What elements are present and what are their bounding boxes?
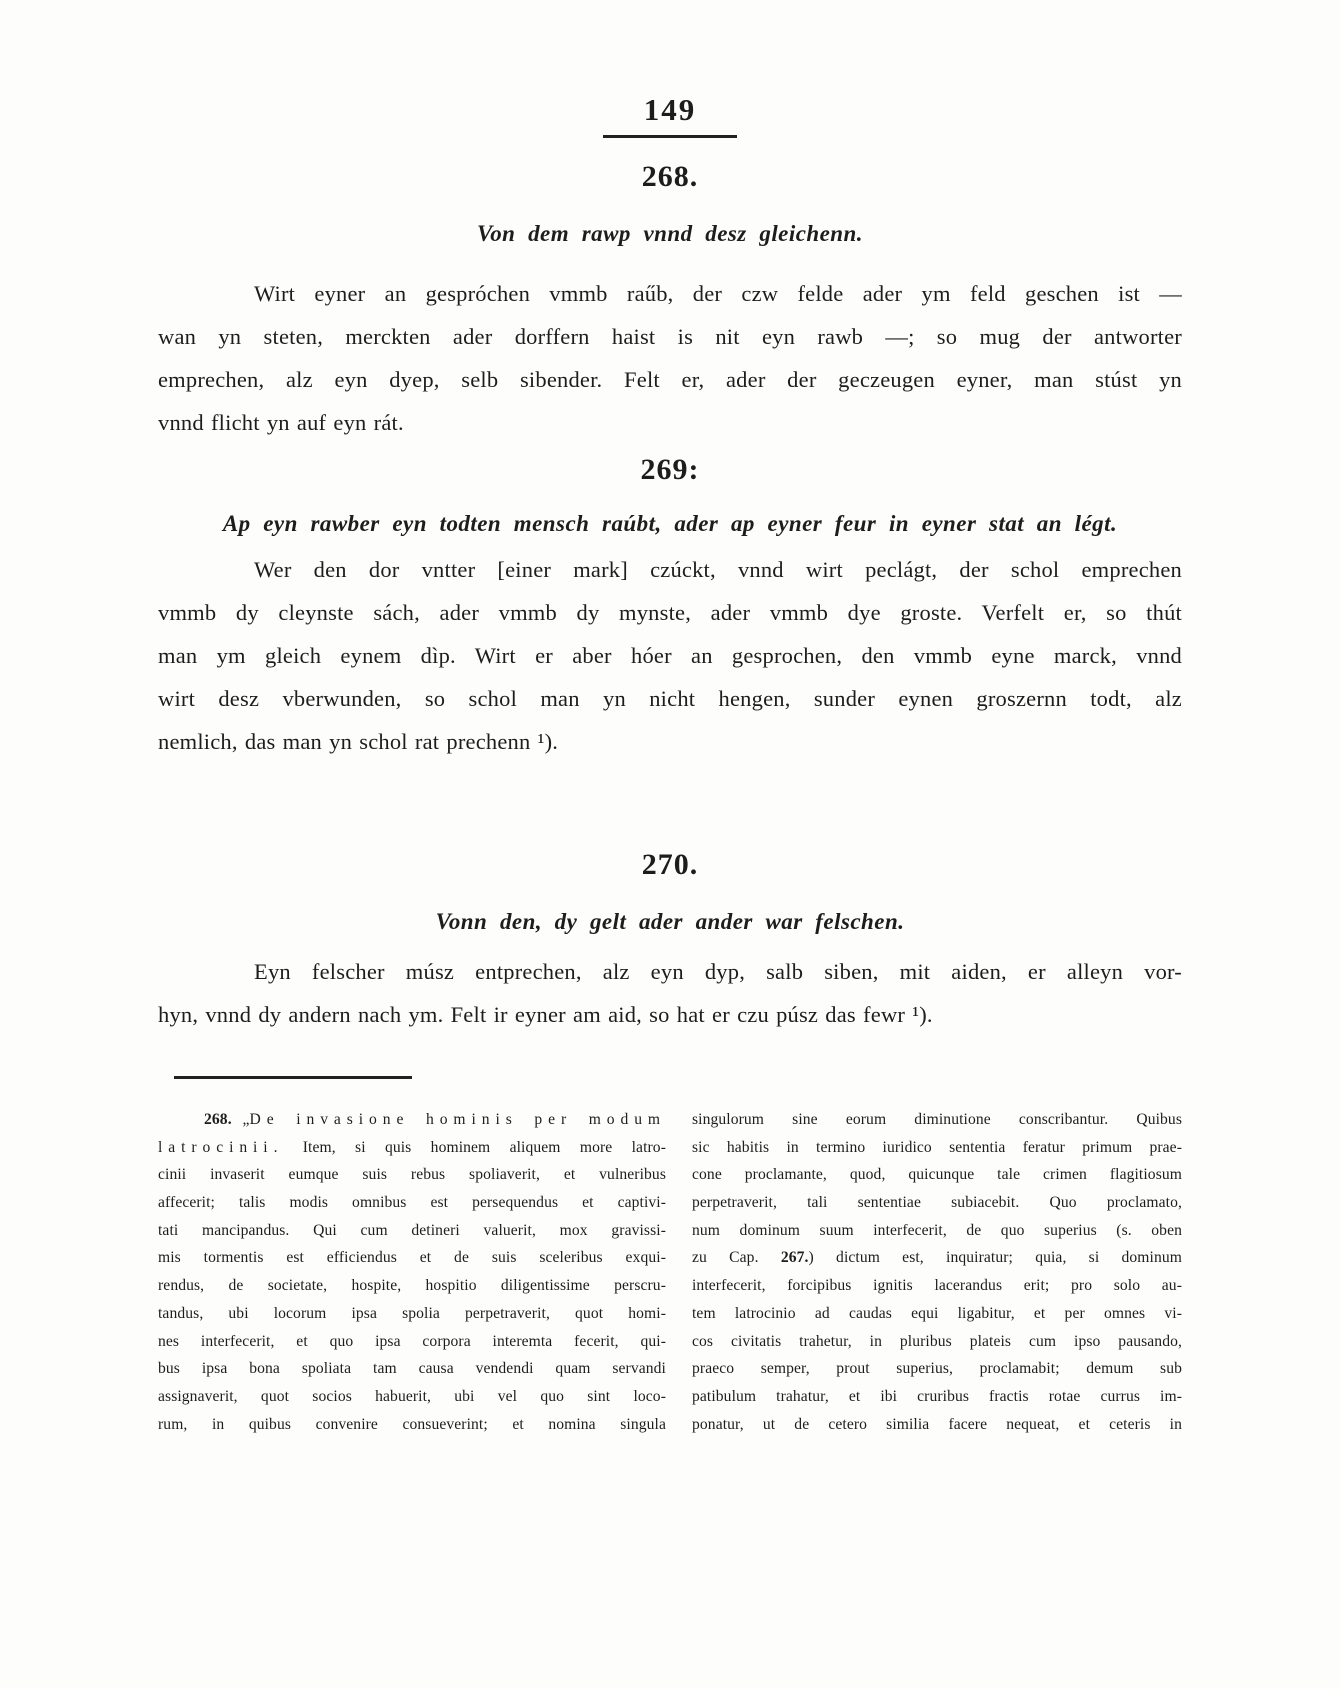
footnote-line: ponatur, ut de cetero similia facere nequeat, et ceteris in <box>692 1415 1182 1433</box>
footnote-column-left <box>158 1106 666 1438</box>
footnote-line: cinii invaserit eumque suis rebus spoliaverit, et vulneribus <box>158 1166 666 1184</box>
footnote-line: tem latrocinio ad caudas equi ligabitur, et per omnes vi- <box>692 1304 1182 1322</box>
text-line: Wer den dor vntter [einer mark] czúckt, vnnd wirt peclágt, der schol emprechen <box>254 557 1182 582</box>
section-270-number: 270. <box>641 848 699 881</box>
footnote-text: Item, si quis hominem aliquem more latro- <box>302 1138 666 1156</box>
footnote-column-right <box>692 1106 1182 1438</box>
footnote-line: interfecerit, forcipibus ignitis lacerandus erit; pro solo au- <box>692 1277 1182 1295</box>
footnote-line: singulorum sine eorum diminutione conscribantur. Quibus <box>692 1111 1182 1128</box>
section-270-body <box>158 950 1182 1036</box>
footnote-line: mis tormentis est efficiendus et de suis sceleribus exqui- <box>158 1249 666 1267</box>
footnote-line: rendus, de societate, hospite, hospitio diligentissime perscru- <box>158 1277 666 1295</box>
footnote-line <box>158 1134 666 1162</box>
footnote-text: zu Cap. <box>692 1249 781 1267</box>
text-line: vnnd flicht yn auf eyn rát. <box>158 410 404 435</box>
footnote-line: bus ipsa bona spoliata tam causa vendendi quam servandi <box>158 1360 666 1378</box>
section-269-title: Ap eyn rawber eyn todten mensch raúbt, ader ap eyner feur in eyner stat an légt. <box>222 511 1118 536</box>
page-content <box>158 0 1182 1688</box>
text-line: man ym gleich eynem dìp. Wirt er aber hóer an gesprochen, den vmmb eyne marck, vnnd <box>158 643 1182 668</box>
page-number: 149 <box>643 92 697 127</box>
footnote-line: num dominum suum interfecerit, de quo superius (s. oben <box>692 1221 1182 1239</box>
section-268-body <box>158 272 1182 444</box>
text-line: Eyn felscher músz entprechen, alz eyn dyp, salb siben, mit aiden, er alleyn vor- <box>254 959 1182 984</box>
text-line: emprechen, alz eyn dyep, selb sibender. Felt er, ader der geczeugen eyner, man stúst yn <box>158 367 1182 392</box>
page-number-rule <box>603 135 737 138</box>
footnote-line <box>692 1244 1182 1272</box>
footnote-separator-rule <box>174 1076 412 1079</box>
page-header <box>158 94 1182 138</box>
section-268-title: Von dem rawp vnnd desz gleichenn. <box>476 221 864 246</box>
footnote-line: perpetraverit, tali sententiae subiacebit. Quo proclamato, <box>692 1194 1182 1212</box>
footnote-line: patibulum trahatur, et ibi cruribus fractis rotae currus im- <box>692 1387 1182 1405</box>
footnote-line: praeco semper, prout superius, proclamabit; demum sub <box>692 1360 1182 1378</box>
section-269-body <box>158 548 1182 763</box>
text-line: nemlich, das man yn schol rat prechenn ¹). <box>158 729 559 754</box>
footnote-marker: 268. <box>204 1111 232 1128</box>
spaced-lead-continuation: latrocinii. <box>158 1138 284 1156</box>
text-line: wirt desz vberwunden, so schol man yn nicht hengen, sunder eynen groszernn todt, alz <box>158 686 1182 711</box>
text-line: hyn, vnnd dy andern nach ym. Felt ir eyner am aid, so hat er czu púsz das fewr ¹). <box>158 1002 933 1027</box>
text-line: Wirt eyner an gespróchen vmmb raűb, der czw felde ader ym feld geschen ist — <box>254 281 1182 306</box>
spaced-lead-text: De invasione hominis per modum <box>249 1111 666 1128</box>
text-line: wan yn steten, merckten ader dorffern haist is nit eyn rawb —; so mug der antworter <box>158 324 1182 349</box>
footnote-line: cos civitatis trahetur, in pluribus plateis cum ipso pausando, <box>692 1332 1182 1350</box>
text-line: vmmb dy cleynste sách, ader vmmb dy mynste, ader vmmb dye groste. Verfelt er, so thút <box>158 600 1182 625</box>
section-269-number: 269: <box>640 453 700 486</box>
footnote-text: ) dictum est, inquiratur; quia, si dominum <box>808 1249 1182 1267</box>
low-quote-mark: „ <box>242 1111 250 1128</box>
footnotes <box>158 1106 1182 1438</box>
cap-reference-bold: 267. <box>780 1249 809 1267</box>
footnote-line <box>158 1106 666 1134</box>
footnote-line: affecerit; talis modis omnibus est persequendus et captivi- <box>158 1194 666 1212</box>
section-270-title: Vonn den, dy gelt ader ander war felschen. <box>435 909 905 934</box>
footnote-line: rum, in quibus convenire consueverint; et nomina singula <box>158 1415 666 1433</box>
footnote-line: assignaverit, quot socios habuerit, ubi vel quo sint loco- <box>158 1387 666 1405</box>
footnote-line: tandus, ubi locorum ipsa spolia perpetraverit, quot homi- <box>158 1304 666 1322</box>
section-268-number: 268. <box>641 160 699 193</box>
footnote-line: tati mancipandus. Qui cum detineri valuerit, mox gravissi- <box>158 1221 666 1239</box>
footnote-line: sic habitis in termino iuridico sententia feratur primum prae- <box>692 1138 1182 1156</box>
footnote-line: nes interfecerit, et quo ipsa corpora interemta fecerit, qui- <box>158 1332 666 1350</box>
footnote-line: cone proclamante, quod, quicunque tale crimen flagitiosum <box>692 1166 1182 1184</box>
